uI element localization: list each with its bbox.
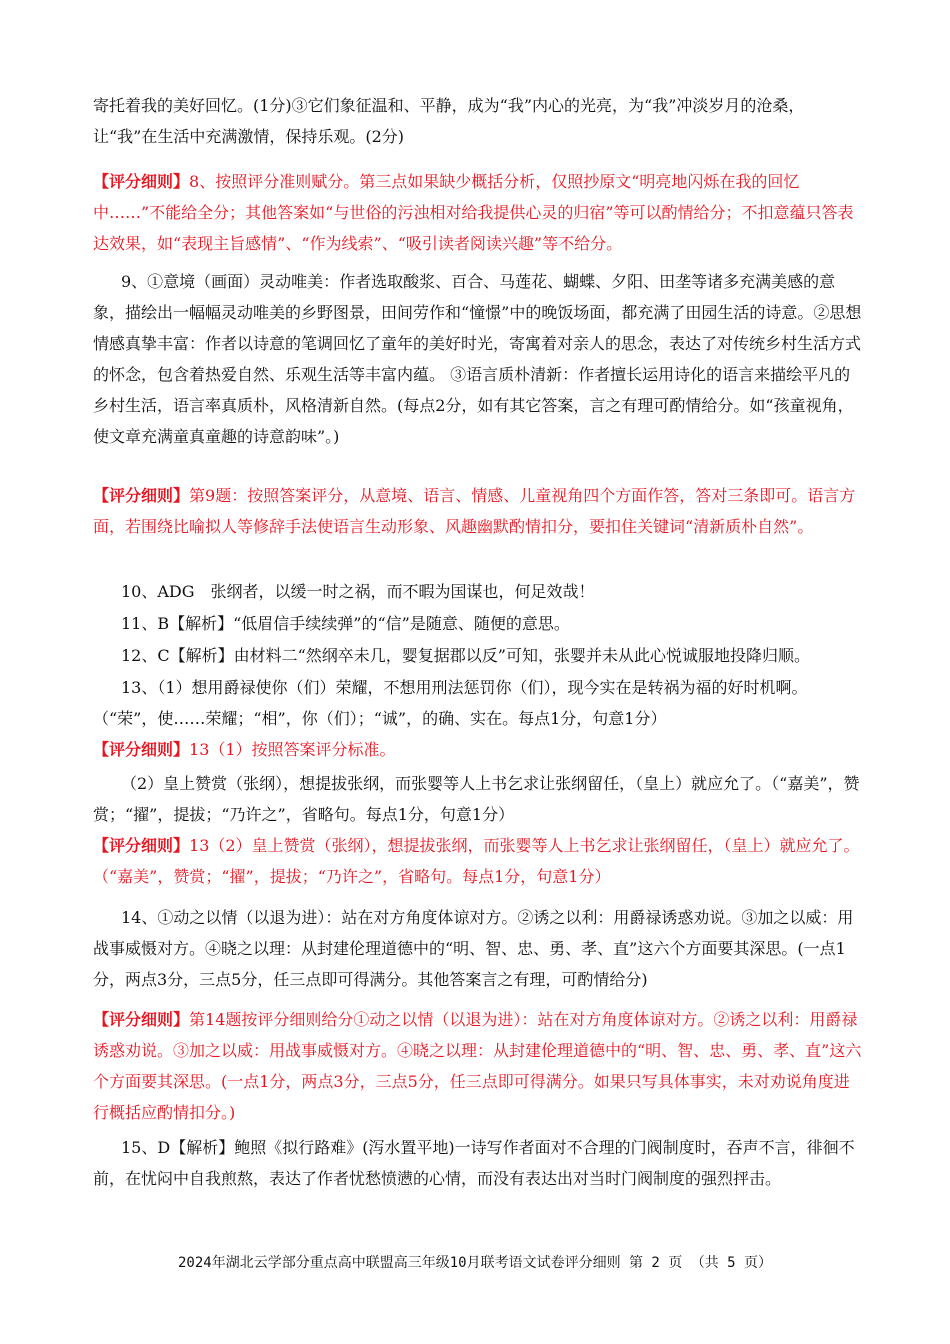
answer-10: 10、ADG 张纲者，以缓一时之祸，而不暇为国谋也，何足效哉！	[121, 582, 595, 601]
scoring-rule-8	[93, 166, 863, 259]
scoring-rule-text: 第14题按评分细则给分①动之以情（以退为进）：站在对方角度体谅对方。②诱之以利：用爵禄诱惑劝说。③加之以威：用战事威慑对方。④晓之以理：从封建伦理道德中的“明、智、忠、勇、孝、直”这六个方面要其深思。(一点1分，两点3分，三点5分，任三点即可得满分。如果只写具体事实，未对劝说角度进行概括应酌情扣分。)	[93, 1010, 862, 1122]
scoring-rule-text: 8、按照评分准则赋分。第三点如果缺少概括分析，仅照抄原文“明亮地闪烁在我的回忆中……”不能给全分；其他答案如“与世俗的污浊相对给我提供心灵的归宿”等可以酌情给分；不扣意蕴只答表达效果，如“表现主旨感情”、“作为线索”、“吸引读者阅读兴趣”等不给分。	[93, 172, 854, 253]
answer-11: 11、B【解析】“低眉信手续续弹”的“信”是随意、随便的意思。	[121, 614, 570, 633]
scoring-rule-tag: 【评分细则】	[93, 740, 190, 759]
page-footer: 2024年湖北云学部分重点高中联盟高三年级10月联考语文试卷评分细则 第 2 页 （共 5 页）	[178, 1255, 772, 1271]
scoring-rule-text: 第9题：按照答案评分，从意境、语言、情感、儿童视角四个方面作答，答对三条即可。语言方面，若围绕比喻拟人等修辞手法使语言生动形象、风趣幽默酌情扣分，要扣住关键词“清新质朴自然”。	[93, 486, 856, 536]
scoring-rule-tag: 【评分细则】	[93, 836, 190, 855]
answer-13-2: （2）皇上赞赏（张纲），想提拔张纲，而张婴等人上书乞求让张纲留任，（皇上）就应允了。（“嘉美”，赞赏；“擢”，提拔；“乃许之”，省略句。每点1分，句意1分）	[93, 774, 860, 824]
answer-13-1: 13、（1）想用爵禄使你（们）荣耀，不想用刑法惩罚你（们），现今实在是转祸为福的好时机啊。（“荣”，使……荣耀；“相”，你（们）；“诚”，的确、实在。每点1分，句意1分）	[93, 678, 808, 728]
scoring-rule-14	[93, 1004, 863, 1128]
scoring-rule-13-2	[93, 830, 863, 892]
answer-12: 12、C【解析】由材料二“然纲卒未几，婴复据郡以反”可知，张婴并未从此心悦诚服地投降归顺。	[121, 646, 810, 665]
scoring-rule-9	[93, 480, 863, 542]
scoring-rule-tag: 【评分细则】	[93, 486, 190, 505]
scoring-rule-text: 13（2）皇上赞赏（张纲），想提拔张纲，而张婴等人上书乞求让张纲留任，（皇上）就应允了。（“嘉美”，赞赏；“擢”，提拔；“乃许之”，省略句。每点1分，句意1分）	[93, 836, 860, 886]
scoring-rule-tag: 【评分细则】	[93, 172, 190, 191]
scoring-rule-tag: 【评分细则】	[93, 1010, 190, 1029]
answer-15: 15、D【解析】鲍照《拟行路难》(泻水置平地)一诗写作者面对不合理的门阀制度时，吞声不言，徘徊不前，在忧闷中自我煎熬，表达了作者忧愁愤懑的心情，而没有表达出对当时门阀制度的强烈抨击。	[93, 1138, 855, 1188]
answer-14: 14、①动之以情（以退为进）：站在对方角度体谅对方。②诱之以利：用爵禄诱惑劝说。③加之以威：用战事威慑对方。④晓之以理：从封建伦理道德中的“明、智、忠、勇、孝、直”这六个方面要其深思。(一点1分，两点3分，三点5分，任三点即可得满分。其他答案言之有理，可酌情给分)	[93, 908, 854, 989]
scoring-rule-13-1	[93, 734, 863, 765]
scoring-rule-text: 13（1）按照答案评分标准。	[189, 740, 396, 759]
answer-8-continued: 寄托着我的美好回忆。(1分)③它们象征温和、平静，成为“我”内心的光亮，为“我”冲淡岁月的沧桑，让“我”在生活中充满激情，保持乐观。(2分)	[93, 96, 805, 146]
answer-9: 9、①意境（画面）灵动唯美：作者选取酸浆、百合、马莲花、蝴蝶、夕阳、田垄等诸多充满美感的意象，描绘出一幅幅灵动唯美的乡野图景，田间劳作和“憧憬”中的晚饭场面，都充满了田园生活的诗意。②思想情感真挚丰富：作者以诗意的笔调回忆了童年的美好时光，寄寓着对亲人的思念，表达了对传统乡村生活方式的怀念，包含着热爱自然、乐观生活等丰富内蕴。 ③语言质朴清新：作者擅长运用诗化的语言来描绘平凡的乡村生活，语言率真质朴，风格清新自然。(每点2分，如有其它答案，言之有理可酌情给分。如“孩童视角，使文章充满童真童趣的诗意韵味”。)	[93, 272, 862, 446]
